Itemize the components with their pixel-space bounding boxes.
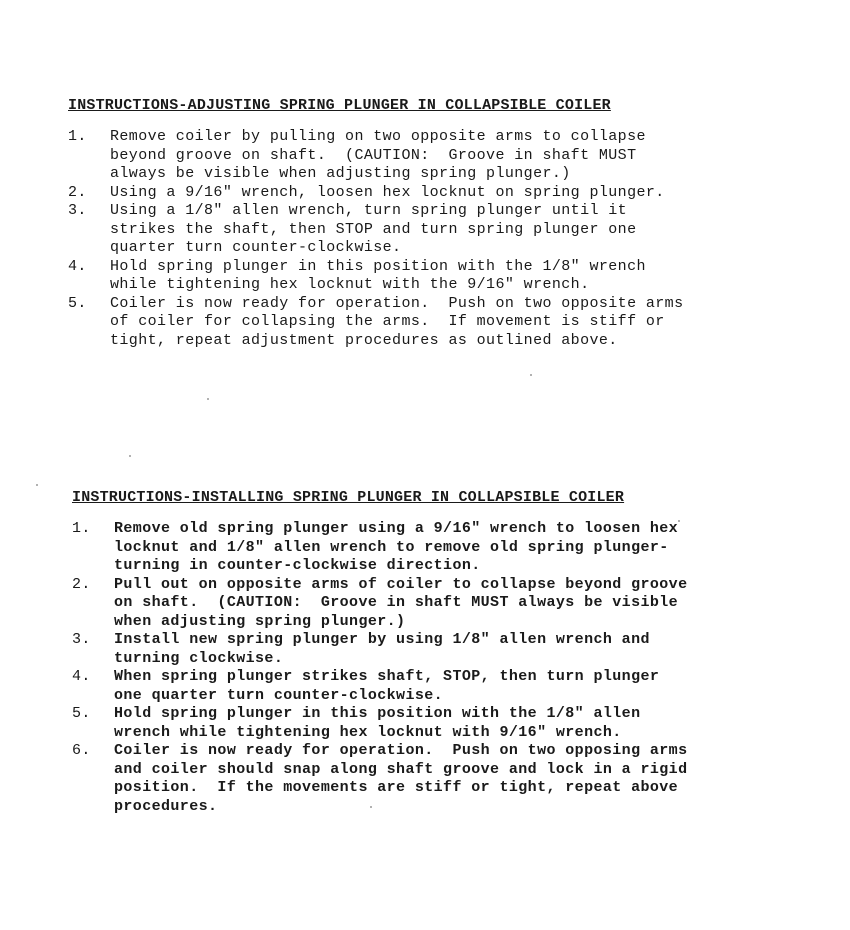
section-title: INSTRUCTIONS-INSTALLING SPRING PLUNGER IN COLLAPSIBLE COILER — [72, 489, 625, 506]
step-number: 1. — [68, 128, 87, 145]
step-number: 2. — [68, 183, 87, 201]
step-text: Hold spring plunger in this position with the 1/8" allen — [114, 705, 641, 722]
step-text: turning in counter-clockwise direction. — [114, 557, 481, 574]
step-item — [72, 668, 832, 705]
step-text: on shaft. (CAUTION: Groove in shaft MUST always be visible — [114, 594, 679, 611]
step-number: 4. — [72, 668, 91, 685]
installing-instructions-section — [72, 489, 832, 816]
step-text: quarter turn counter-clockwise. — [110, 239, 402, 256]
step-text: Using a 9/16" wrench, loosen hex locknut on spring plunger. — [110, 183, 665, 201]
scan-speck — [530, 374, 532, 376]
step-text: wrench while tightening hex locknut with 9/16" wrench. — [114, 723, 622, 741]
section-title: INSTRUCTIONS-ADJUSTING SPRING PLUNGER IN COLLAPSIBLE COILER — [68, 97, 611, 114]
step-list — [68, 128, 828, 350]
step-item — [72, 631, 832, 668]
step-text: strikes the shaft, then STOP and turn spring plunger one — [110, 220, 637, 238]
step-text: Remove old spring plunger using a 9/16" wrench to loosen hex — [114, 520, 679, 537]
step-text: Install new spring plunger by using 1/8" allen wrench and — [114, 631, 650, 648]
step-text: Using a 1/8" allen wrench, turn spring plunger until it — [110, 202, 628, 219]
step-text: tight, repeat adjustment procedures as outlined above. — [110, 331, 618, 349]
step-number: 5. — [72, 705, 91, 722]
step-text: of coiler for collapsing the arms. If movement is stiff or — [110, 313, 665, 330]
step-number: 4. — [68, 257, 87, 275]
scan-speck — [129, 455, 131, 457]
step-item — [68, 258, 828, 295]
adjusting-instructions-section — [68, 97, 828, 350]
step-item — [68, 184, 828, 203]
step-number: 3. — [68, 202, 87, 219]
step-text: Hold spring plunger in this position with the 1/8" wrench — [110, 257, 646, 275]
step-item — [72, 742, 832, 816]
step-text: When spring plunger strikes shaft, STOP, then turn plunger — [114, 668, 660, 685]
step-text: Coiler is now ready for operation. Push on two opposing arms — [114, 742, 688, 759]
scan-speck — [370, 806, 372, 808]
step-number: 2. — [72, 575, 91, 593]
scan-speck — [678, 520, 680, 522]
step-text: and coiler should snap along shaft groove and lock in a rigid — [114, 760, 688, 778]
step-item — [72, 576, 832, 632]
step-text: Coiler is now ready for operation. Push on two opposite arms — [110, 294, 684, 312]
step-number: 3. — [72, 631, 91, 648]
step-text: while tightening hex locknut with the 9/16" wrench. — [110, 276, 590, 293]
step-list — [72, 520, 832, 816]
step-item — [72, 520, 832, 576]
step-text: one quarter turn counter-clockwise. — [114, 686, 444, 704]
step-text: when adjusting spring plunger.) — [114, 612, 406, 630]
step-text: always be visible when adjusting spring plunger.) — [110, 165, 571, 182]
step-number: 1. — [72, 520, 91, 537]
step-number: 6. — [72, 742, 91, 759]
step-text: Pull out on opposite arms of coiler to collapse beyond groove — [114, 575, 688, 593]
step-item — [72, 705, 832, 742]
step-item — [68, 295, 828, 351]
step-text: procedures. — [114, 797, 218, 815]
step-item — [68, 202, 828, 258]
step-number: 5. — [68, 294, 87, 312]
step-item — [68, 128, 828, 184]
scan-speck — [207, 398, 209, 400]
step-text: turning clockwise. — [114, 649, 284, 667]
step-text: Remove coiler by pulling on two opposite arms to collapse — [110, 128, 646, 145]
step-text: locknut and 1/8" allen wrench to remove old spring plunger- — [114, 538, 669, 556]
step-text: beyond groove on shaft. (CAUTION: Groove in shaft MUST — [110, 146, 637, 164]
step-text: position. If the movements are stiff or tight, repeat above — [114, 779, 679, 796]
scan-speck — [36, 484, 38, 486]
